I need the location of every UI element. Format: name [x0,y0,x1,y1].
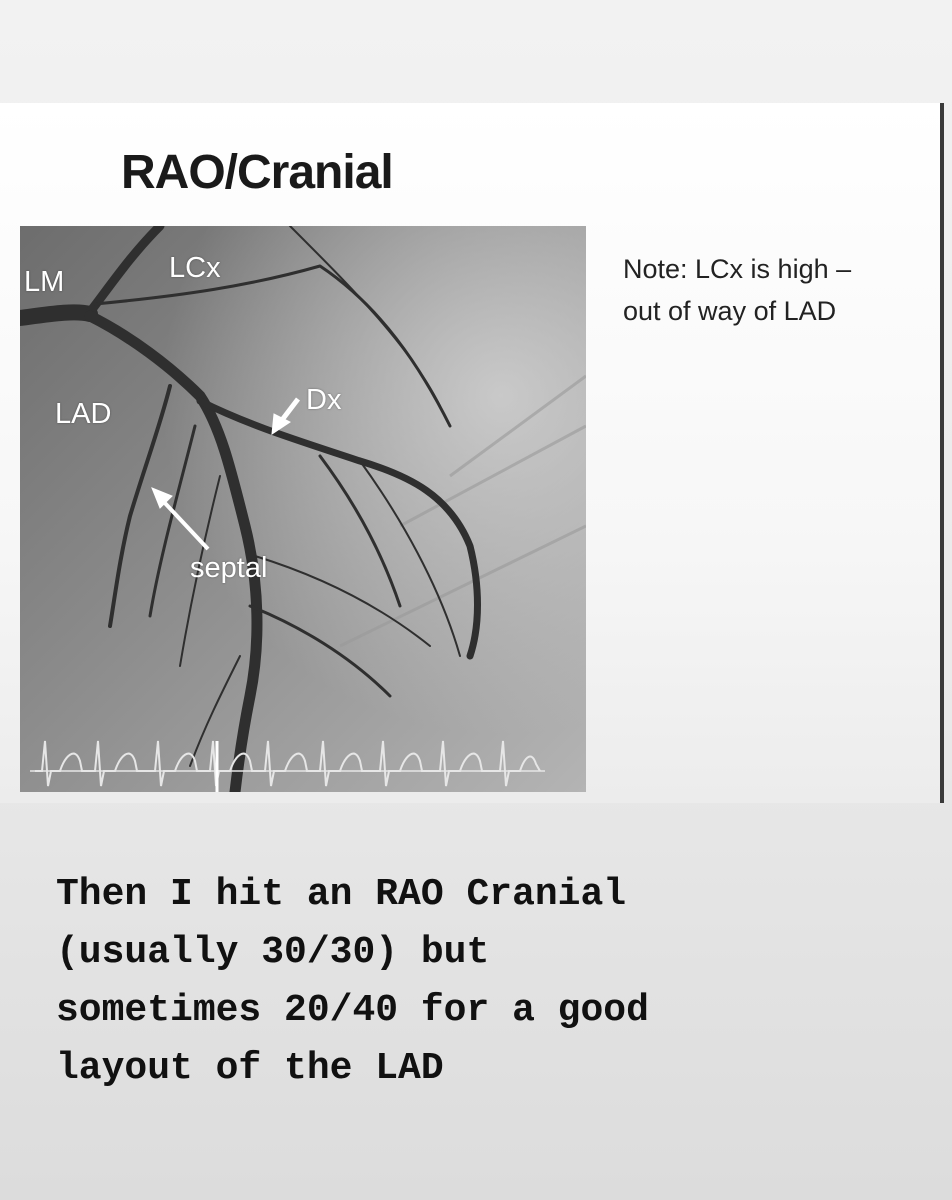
slide-edge-divider [940,103,944,803]
note-line-1: Note: LCx is high – [623,254,852,284]
caption-line-1: Then I hit an RAO Cranial [56,873,627,916]
caption-line-4: layout of the LAD [56,1047,444,1090]
slide-note [623,248,923,332]
label-lad: LAD [55,398,112,430]
slide-title: RAO/Cranial [121,146,393,199]
label-septal: septal [190,552,268,584]
story-caption [56,866,936,1098]
caption-line-3: sometimes 20/40 for a good [56,989,649,1032]
note-line-2: out of way of LAD [623,296,837,326]
angiogram-image [20,226,586,792]
label-lm: LM [24,266,65,298]
caption-line-2: (usually 30/30) but [56,931,490,974]
label-dx: Dx [306,384,342,416]
label-lcx: LCx [169,252,221,284]
